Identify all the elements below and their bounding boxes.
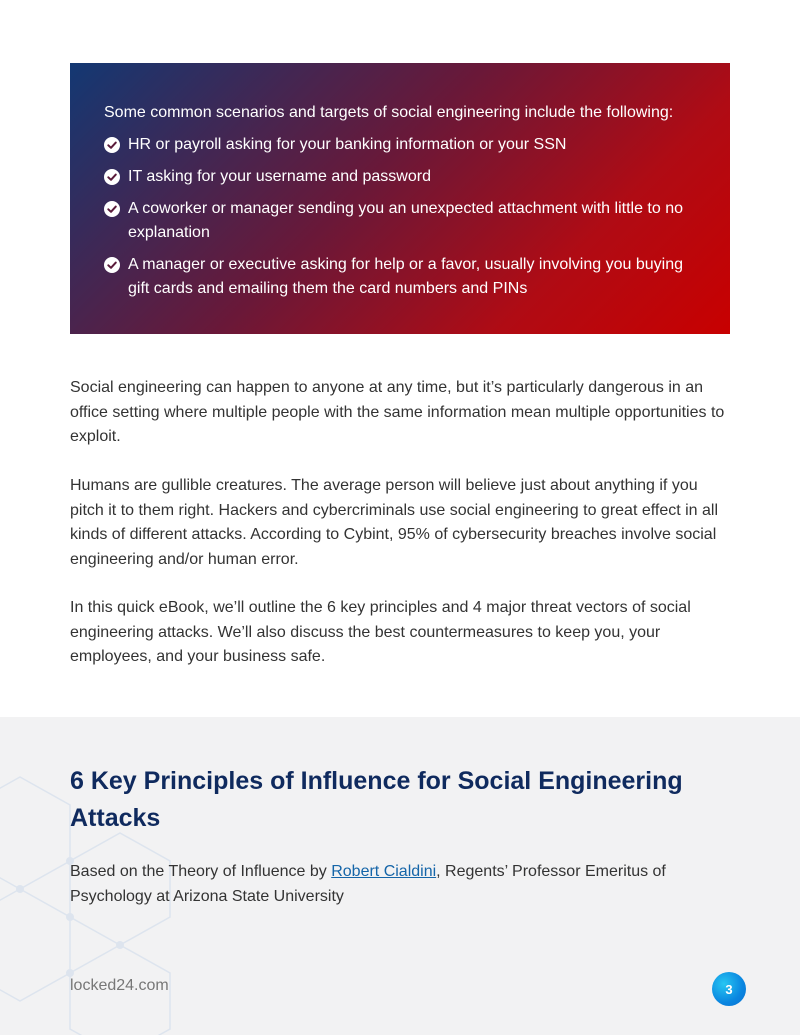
subtitle-prefix: Based on the Theory of Influence by (70, 863, 332, 880)
section-title: 6 Key Principles of Influence for Social Engineering Attacks (70, 767, 683, 832)
body-paragraph-2 (70, 474, 730, 572)
paragraph-text: Social engineering can happen to anyone at any time, but it’s particularly dangerous in an office setting where multiple people with the same information mean multiple opportunities to exploit. (70, 379, 725, 445)
list-item-text: HR or payroll asking for your banking information or your SSN (128, 136, 567, 153)
callout-intro: Some common scenarios and targets of social engineering include the following: (104, 104, 674, 121)
body-paragraph-1 (70, 376, 730, 450)
check-circle-icon (104, 201, 120, 217)
check-circle-icon (104, 257, 120, 273)
list-item-text: IT asking for your username and password (128, 168, 431, 185)
scenario-list (104, 133, 696, 301)
section-subtitle (70, 860, 730, 909)
page-number-badge: 3 (712, 972, 746, 1006)
list-item-text: A coworker or manager sending you an unexpected attachment with little to no explanation (128, 200, 683, 241)
list-item (104, 165, 696, 189)
paragraph-text: In this quick eBook, we’ll outline the 6 key principles and 4 major threat vectors of social engineering attacks. We’ll also discuss the best countermeasures to keep you, your employees, and your business safe. (70, 599, 691, 665)
footer-site: locked24.com (70, 977, 169, 994)
list-item (104, 133, 696, 157)
paragraph-text: Humans are gullible creatures. The average person will believe just about anything if you pitch it to them right. Hackers and cybercriminals use social engineering to great effect in all kinds of different attacks. According to Cybint, 95% of cybersecurity breaches involve social engineering and/or human error. (70, 477, 719, 568)
principles-section (0, 717, 800, 1035)
subtitle-suffix: , Regents’ Professor Emeritus of Psychology at Arizona State University (70, 863, 666, 905)
list-item (104, 197, 696, 245)
scenarios-callout (70, 63, 730, 334)
list-item (104, 253, 696, 301)
check-circle-icon (104, 169, 120, 185)
list-item-text: A manager or executive asking for help or a favor, usually involving you buying gift cards and emailing them the card numbers and PINs (128, 256, 683, 297)
body-paragraph-3 (70, 596, 730, 670)
check-circle-icon (104, 137, 120, 153)
robert-cialdini-link[interactable]: Robert Cialdini (331, 863, 437, 880)
